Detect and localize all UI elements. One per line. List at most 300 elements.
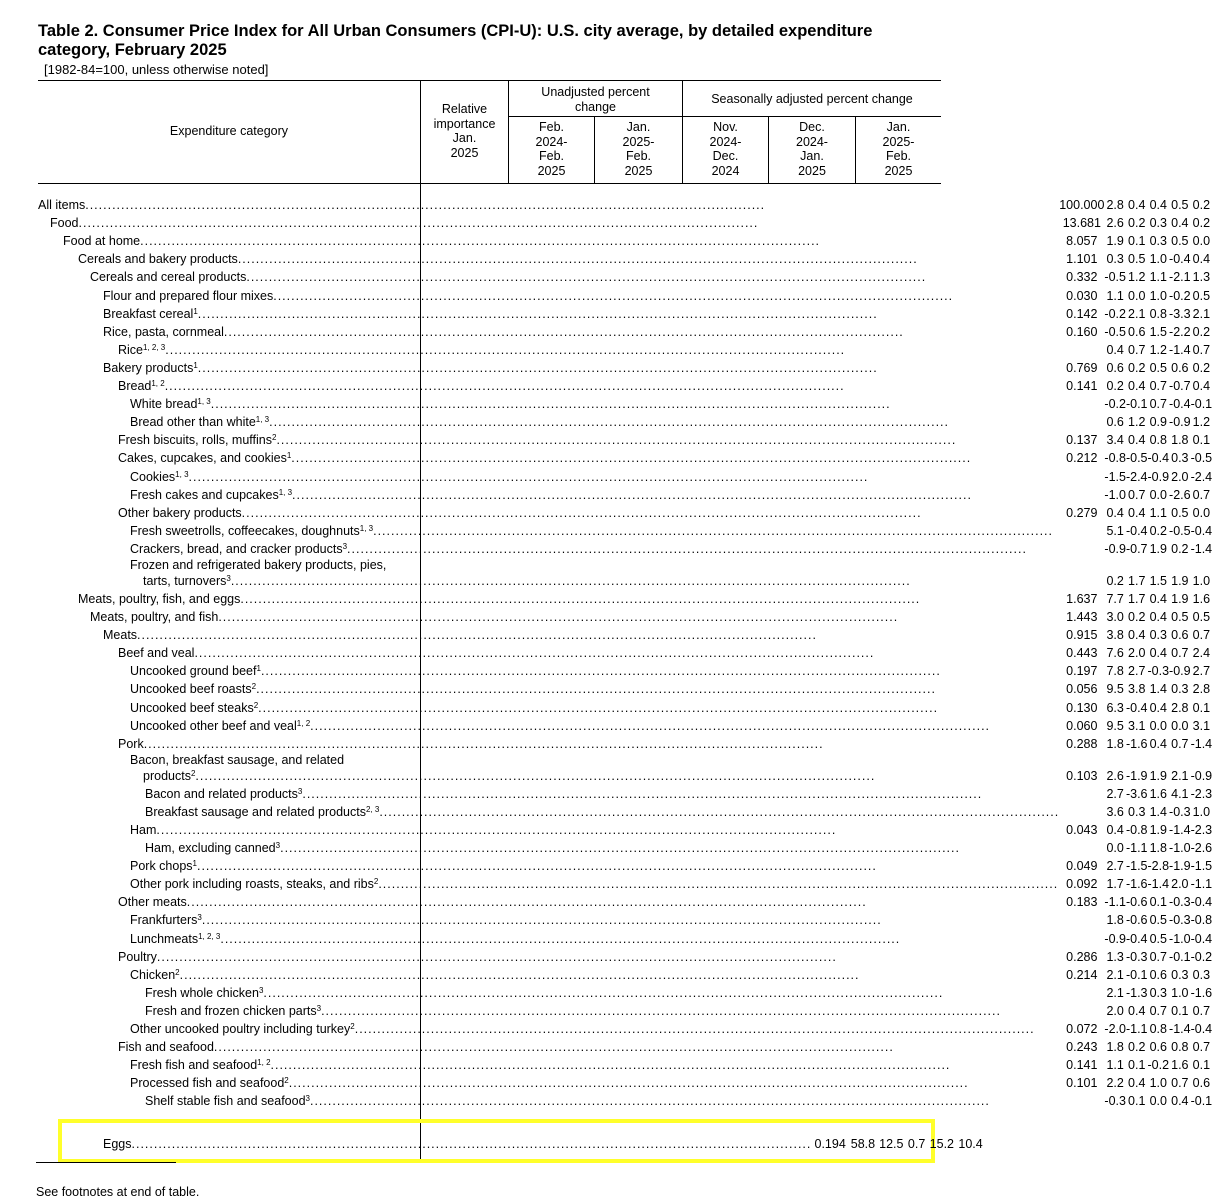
cell-sa-dec-jan: -0.4 [1169,397,1191,412]
cell-unadj-12mo: -0.8 [1104,451,1126,466]
cell-sa-jan-feb: 1.0 [1192,573,1211,588]
cell-sa-nov-dec: 0.8 [1149,1022,1167,1037]
cell-unadj-12mo: 7.6 [1106,646,1124,661]
cell-sa-dec-jan: -0.3 [1169,804,1191,819]
cell-sa-nov-dec: 0.0 [1149,718,1167,733]
cell-relative-importance [1059,1000,1104,1018]
cell-relative-importance: 13.681 [1062,216,1101,231]
table-row [38,660,1212,678]
cell-relative-importance: 0.056 [1066,682,1098,697]
cell-sa-dec-jan: 0.6 [1171,628,1189,643]
table-row [38,1072,1212,1090]
cell-unadj-12mo: -1.1 [1104,895,1126,910]
row-label: White bread [130,397,198,412]
footnote-ref: 1, 2 [151,379,165,389]
cell-unadj-12mo: 3.6 [1106,804,1124,819]
cell-unadj-12mo: 1.9 [1106,234,1124,249]
cell-sa-nov-dec: -0.9 [1147,469,1170,484]
cell-unadj-1mo: 0.3 [1128,804,1146,819]
cell-sa-dec-jan: 2.0 [1171,877,1189,892]
footnote-ref: 1, 2, 3 [143,342,166,352]
cell-sa-jan-feb: -0.4 [1190,895,1212,910]
cell-sa-dec-jan: 0.6 [1171,360,1189,375]
cell-unadj-1mo: 0.5 [1128,252,1146,267]
cell-unadj-12mo: 58.8 [850,1137,876,1152]
row-label: Uncooked beef steaks [130,700,254,715]
table-row [38,303,1212,321]
footnote-ref: 2 [253,700,259,710]
row-label-line1: Frozen and refrigerated bakery products, pies, [130,557,387,572]
cell-sa-jan-feb: 2.1 [1192,306,1211,321]
cell-sa-dec-jan: -0.1 [1169,949,1191,964]
cell-sa-jan-feb: 0.2 [1192,198,1211,213]
footnote-ref: 1, 2, 3 [198,931,221,941]
cell-sa-dec-jan: 0.5 [1171,505,1189,520]
cell-unadj-12mo: 1.1 [1106,288,1124,303]
leader-dots [231,574,1059,588]
cell-sa-jan-feb: 0.4 [1192,252,1211,267]
leader-dots [144,737,1060,751]
cell-sa-dec-jan: 0.4 [1171,216,1189,231]
leader-dots [211,397,1059,411]
cell-unadj-1mo: 0.6 [1128,324,1146,339]
leader-dots [242,506,1060,520]
leader-dots [271,1058,1060,1072]
footnote-ref: 1, 2 [257,1058,271,1068]
table-row [38,357,1212,375]
row-label: Fresh sweetrolls, coffeecakes, doughnuts [130,523,360,538]
cell-relative-importance: 1.637 [1066,591,1098,606]
cell-unadj-1mo: -0.4 [1125,700,1148,715]
cell-sa-jan-feb: -1.5 [1190,859,1212,874]
row-label: Shelf stable fish and seafood [145,1094,306,1109]
cell-sa-jan-feb: 0.1 [1192,433,1211,448]
cell-sa-jan-feb: -0.4 [1190,1022,1212,1037]
cell-unadj-12mo: -2.0 [1104,1022,1126,1037]
table-row-eggs [38,1133,985,1151]
leader-dots [132,1137,812,1151]
cell-relative-importance: 0.072 [1066,1022,1098,1037]
cell-sa-jan-feb: 3.1 [1192,718,1211,733]
row-label: Other pork including roasts, steaks, and ribs [130,877,374,892]
cell-unadj-12mo: -0.9 [1104,541,1126,556]
row-label: Breakfast sausage and related products [145,804,366,819]
cell-sa-dec-jan: -2.2 [1169,324,1191,339]
cell-sa-jan-feb: 10.4 [958,1137,983,1152]
cell-relative-importance: 0.130 [1066,700,1098,715]
cell-sa-nov-dec: 1.8 [1149,841,1167,856]
table-row [38,855,1212,873]
row-label: Fresh and frozen chicken parts [145,1003,317,1018]
cell-unadj-1mo: 0.1 [1128,1094,1146,1109]
leader-dots [379,805,1059,819]
cell-sa-nov-dec: 0.4 [1149,198,1167,213]
cell-unadj-12mo: 0.6 [1106,360,1124,375]
leader-dots [378,877,1059,891]
leader-dots [79,216,1060,230]
leader-dots [258,701,1059,715]
cell-unadj-12mo: 6.3 [1106,700,1124,715]
table-subtitle: [1982-84=100, unless otherwise noted] [44,62,269,77]
cell-relative-importance [1059,484,1104,502]
cell-sa-nov-dec: -0.3 [1147,664,1170,679]
cell-sa-dec-jan: 0.1 [1171,1003,1189,1018]
cell-sa-jan-feb: 0.0 [1192,234,1211,249]
cell-sa-nov-dec: 0.0 [1149,487,1167,502]
cell-sa-dec-jan: 1.6 [1171,1058,1189,1073]
footnote: See footnotes at end of table. [36,1185,200,1199]
cell-sa-jan-feb: 0.7 [1192,1003,1211,1018]
cell-relative-importance: 0.243 [1066,1040,1098,1055]
cell-relative-importance [1059,783,1104,801]
cell-unadj-12mo: 3.4 [1106,433,1124,448]
row-label: Food [50,216,79,231]
cell-relative-importance: 0.443 [1066,646,1098,661]
row-label: Meats, poultry, and fish [90,610,219,625]
cell-unadj-12mo: 2.1 [1106,985,1124,1000]
cell-unadj-12mo: 0.3 [1106,252,1124,267]
footnote-ref: 3 [297,786,303,796]
cell-sa-dec-jan: 0.3 [1171,967,1189,982]
cell-unadj-12mo: 0.2 [1106,573,1124,588]
table-row [38,1090,1212,1108]
cell-unadj-12mo: 5.1 [1106,523,1124,538]
cell-unadj-1mo: 2.7 [1128,664,1146,679]
cell-unadj-1mo: -1.9 [1125,768,1148,783]
leader-dots [165,343,1059,357]
row-label: Rice, pasta, cornmeal [103,324,224,339]
leader-dots [137,628,1059,642]
cell-sa-jan-feb: -1.6 [1190,985,1212,1000]
cell-relative-importance: 0.915 [1066,628,1098,643]
footnote-ref: 3 [226,573,231,583]
cell-sa-nov-dec: 0.7 [907,1137,926,1152]
footnote-ref: 1, 3 [197,397,211,407]
cell-sa-nov-dec: 0.8 [1149,306,1167,321]
table-row [38,696,1212,714]
cell-sa-nov-dec: -1.4 [1147,877,1170,892]
cell-unadj-1mo: -0.4 [1125,931,1148,946]
cell-sa-nov-dec: 0.8 [1149,433,1167,448]
cell-unadj-1mo: -2.4 [1125,469,1148,484]
row-label: Fish and seafood [118,1040,214,1055]
cell-unadj-1mo: -0.4 [1125,523,1148,538]
cell-sa-nov-dec: 0.9 [1149,415,1167,430]
cell-sa-jan-feb: 0.1 [1192,1058,1211,1073]
cell-sa-nov-dec: 1.0 [1149,288,1167,303]
table-row [38,465,1212,483]
footnote-ref: 2 [190,768,196,778]
cell-relative-importance: 0.141 [1066,379,1098,394]
cell-relative-importance: 0.142 [1066,306,1098,321]
cell-sa-jan-feb: -1.4 [1190,541,1212,556]
cell-relative-importance: 0.212 [1066,451,1098,466]
cell-unadj-12mo: 7.7 [1106,591,1124,606]
cell-sa-jan-feb: 0.7 [1192,342,1211,357]
cell-sa-dec-jan: 2.0 [1171,469,1189,484]
leader-dots [165,379,1060,393]
cell-relative-importance: 0.279 [1066,505,1098,520]
leader-dots [140,234,1059,248]
leader-dots [238,252,1059,266]
cell-unadj-12mo: 9.5 [1106,682,1124,697]
cell-unadj-1mo: 12.5 [879,1137,904,1152]
cell-unadj-1mo: 0.4 [1128,1003,1146,1018]
table-row [38,982,1212,1000]
footnote-ref: 2 [271,433,277,443]
cell-sa-nov-dec: 1.2 [1149,342,1167,357]
row-label: Poultry [118,949,157,964]
cell-sa-nov-dec: 0.4 [1149,700,1167,715]
row-label: Crackers, bread, and cracker products [130,541,343,556]
cell-unadj-12mo: 9.5 [1106,718,1124,733]
cell-relative-importance: 8.057 [1066,234,1098,249]
cell-sa-dec-jan: 0.5 [1171,610,1189,625]
cell-relative-importance: 0.332 [1066,270,1098,285]
row-label: Processed fish and seafood [130,1076,285,1091]
leader-dots [202,913,1059,927]
cell-sa-dec-jan: 0.2 [1171,541,1189,556]
row-label: Fresh fish and seafood [130,1058,258,1073]
table-row [38,1018,1212,1036]
cell-sa-jan-feb: -0.5 [1190,451,1212,466]
cell-relative-importance: 1.101 [1066,252,1098,267]
cell-sa-nov-dec: 0.0 [1149,1094,1167,1109]
leader-dots [194,646,1059,660]
cell-sa-dec-jan: 0.3 [1171,682,1189,697]
cell-sa-nov-dec: 0.4 [1149,610,1167,625]
cell-unadj-12mo: 0.6 [1106,415,1124,430]
table-row [38,339,1212,357]
cell-unadj-1mo: 0.4 [1128,433,1146,448]
cell-unadj-12mo: -0.2 [1104,306,1126,321]
cell-sa-nov-dec: 0.3 [1149,985,1167,1000]
row-label: Rice [118,342,144,357]
cell-unadj-12mo: 1.1 [1106,1058,1124,1073]
cell-unadj-1mo: -0.7 [1125,541,1148,556]
row-label: Flour and prepared flour mixes [103,288,274,303]
leader-dots [85,198,1059,212]
row-label: Pork chops [130,859,193,874]
row-label: Fresh cakes and cupcakes [130,487,279,502]
cell-sa-jan-feb: -0.9 [1190,768,1212,783]
table-row [38,393,1212,411]
cell-relative-importance [1059,837,1104,855]
leader-dots [198,361,1059,375]
table-row [38,520,1212,538]
cell-unadj-1mo: -1.1 [1125,841,1148,856]
cell-sa-jan-feb: 2.4 [1192,646,1211,661]
cell-sa-jan-feb: 0.3 [1192,967,1211,982]
cell-relative-importance: 0.141 [1066,1058,1098,1073]
cell-sa-dec-jan: -0.5 [1169,523,1191,538]
cell-unadj-1mo: 0.7 [1128,487,1146,502]
cell-unadj-1mo: 3.1 [1128,718,1146,733]
cell-unadj-12mo: 1.8 [1106,736,1124,751]
cell-sa-nov-dec: 1.5 [1149,573,1167,588]
footnote-ref: 3 [316,1003,322,1013]
row-label: Uncooked ground beef [130,664,257,679]
cell-relative-importance: 0.288 [1066,736,1098,751]
row-label: Bread other than white [130,415,256,430]
cell-unadj-12mo: -1.0 [1104,487,1126,502]
table-row [38,964,1212,982]
cell-relative-importance: 100.000 [1059,198,1105,213]
row-label: Eggs [103,1137,132,1152]
row-label: Ham, excluding canned [145,841,276,856]
table-row [38,873,1212,891]
footnote-ref: 1 [286,451,292,461]
table-row [38,230,1212,248]
cell-relative-importance: 0.137 [1066,433,1098,448]
cell-sa-dec-jan: 1.9 [1171,591,1189,606]
row-label: All items [38,198,86,213]
cell-unadj-1mo: -0.5 [1125,451,1148,466]
row-label: Chicken [130,967,176,982]
table-row [38,321,1212,339]
cell-unadj-1mo: 0.0 [1128,288,1146,303]
row-label: products [143,768,191,783]
row-label: Other meats [118,895,187,910]
table-row [38,411,1212,429]
leader-dots [355,1022,1060,1036]
cell-sa-nov-dec: 1.9 [1149,541,1167,556]
cell-sa-nov-dec: -0.4 [1147,451,1170,466]
row-label: Cereals and bakery products [78,252,238,267]
cell-unadj-1mo: 0.2 [1128,1040,1146,1055]
cell-relative-importance [1059,465,1104,483]
cell-unadj-1mo: 0.7 [1128,342,1146,357]
cell-unadj-12mo: -0.5 [1104,324,1126,339]
cell-relative-importance: 1.443 [1066,610,1098,625]
cell-sa-nov-dec: 0.2 [1149,523,1167,538]
cell-sa-dec-jan: -0.9 [1169,664,1191,679]
row-label: Meats [103,628,138,643]
cell-sa-dec-jan: 1.0 [1171,985,1189,1000]
cell-sa-dec-jan: 0.4 [1171,1094,1189,1109]
footnote-ref: 1, 2 [296,718,311,728]
cell-sa-nov-dec: 0.5 [1149,913,1167,928]
footnote-ref: 1, 3 [359,523,374,533]
table-row [38,801,1212,819]
header-relative-importance: Relative importance Jan. 2025 [433,102,496,160]
cell-sa-nov-dec: 1.4 [1149,804,1167,819]
table-row [38,606,1212,624]
cell-unadj-1mo: 0.4 [1128,198,1146,213]
cell-unadj-1mo: -1.5 [1125,859,1148,874]
cell-sa-dec-jan: -1.4 [1169,1022,1191,1037]
table-row [38,248,1212,266]
row-label: Other uncooked poultry including turkey [130,1022,351,1037]
cell-sa-nov-dec: 0.7 [1149,949,1167,964]
table-row [38,624,1212,642]
table-row [38,909,1212,927]
footnote-ref: 2 [251,682,257,692]
row-label: Beef and veal [118,646,195,661]
row-label: Bacon and related products [145,786,298,801]
row-label: Fresh biscuits, rolls, muffins [118,433,272,448]
cell-sa-dec-jan: -0.7 [1169,379,1191,394]
cell-relative-importance [1059,538,1104,556]
leader-dots [197,859,1059,873]
leader-dots [246,270,1059,284]
row-label: Frankfurters [130,913,198,928]
cell-sa-jan-feb: 0.1 [1192,700,1211,715]
group-rule [508,116,941,117]
cell-relative-importance [1059,909,1104,927]
footnote-ref: 2 [175,967,180,977]
cell-sa-nov-dec: -0.2 [1147,1058,1170,1073]
leader-dots [218,610,1059,624]
cell-sa-dec-jan: -1.0 [1169,931,1191,946]
leader-dots [273,289,1059,303]
table-row [38,556,1212,588]
cell-unadj-1mo: 0.2 [1128,360,1146,375]
cell-sa-nov-dec: 0.5 [1149,931,1167,946]
cell-unadj-1mo: -1.1 [1125,1022,1148,1037]
table-row [38,642,1212,660]
cell-sa-dec-jan: 2.8 [1171,700,1189,715]
cell-sa-dec-jan: 2.1 [1171,768,1189,783]
leader-dots [373,524,1059,538]
leader-dots [292,488,1059,502]
cell-relative-importance [1059,411,1104,429]
cell-sa-jan-feb: -0.8 [1190,913,1212,928]
cell-unadj-12mo: 3.0 [1106,610,1124,625]
cell-relative-importance: 0.286 [1066,949,1098,964]
table-row [38,783,1212,801]
cell-unadj-12mo: 2.6 [1106,768,1124,783]
cell-sa-dec-jan: 0.7 [1171,1076,1189,1091]
cell-sa-nov-dec: 1.5 [1149,324,1167,339]
leader-dots [321,1004,1059,1018]
footnote-ref: 1 [192,859,197,869]
table-row [38,447,1212,465]
cell-unadj-12mo: 1.8 [1106,1040,1124,1055]
cell-unadj-12mo: 0.4 [1106,823,1124,837]
footnote-ref: 3 [305,1094,310,1104]
row-label: Cakes, cupcakes, and cookies [118,451,287,466]
cpi-data-table [38,194,1212,1108]
cell-unadj-12mo: 1.8 [1106,913,1124,928]
cell-sa-jan-feb: -0.4 [1190,523,1212,538]
row-label: Cereals and cereal products [90,270,247,285]
cell-unadj-12mo: 2.2 [1106,1076,1124,1091]
cell-sa-jan-feb: 0.7 [1192,487,1211,502]
cell-unadj-1mo: -1.3 [1125,985,1148,1000]
leader-dots [261,664,1059,678]
cell-sa-dec-jan: -1.4 [1169,342,1191,357]
cell-unadj-1mo: 0.2 [1128,216,1146,231]
cell-unadj-1mo: 0.4 [1128,1076,1146,1091]
cell-sa-dec-jan: 0.7 [1171,646,1189,661]
cell-unadj-1mo: -3.6 [1125,786,1148,801]
table-row [38,484,1212,502]
cell-sa-jan-feb: 0.7 [1192,1040,1211,1055]
leader-dots [289,1076,1059,1090]
cell-sa-nov-dec: 1.4 [1149,682,1167,697]
header-unadj-jan25-feb25: Jan. 2025- Feb. 2025 [622,120,655,178]
table-row [38,588,1212,606]
cell-sa-dec-jan: -0.3 [1169,913,1191,928]
cell-unadj-1mo: -0.6 [1125,895,1148,910]
cell-unadj-12mo: 2.6 [1106,216,1124,231]
cell-sa-jan-feb: 0.0 [1192,505,1211,520]
leader-dots [291,451,1059,465]
cell-relative-importance: 0.060 [1066,718,1098,733]
table-row [38,1000,1212,1018]
cell-sa-nov-dec: -2.8 [1147,859,1170,874]
